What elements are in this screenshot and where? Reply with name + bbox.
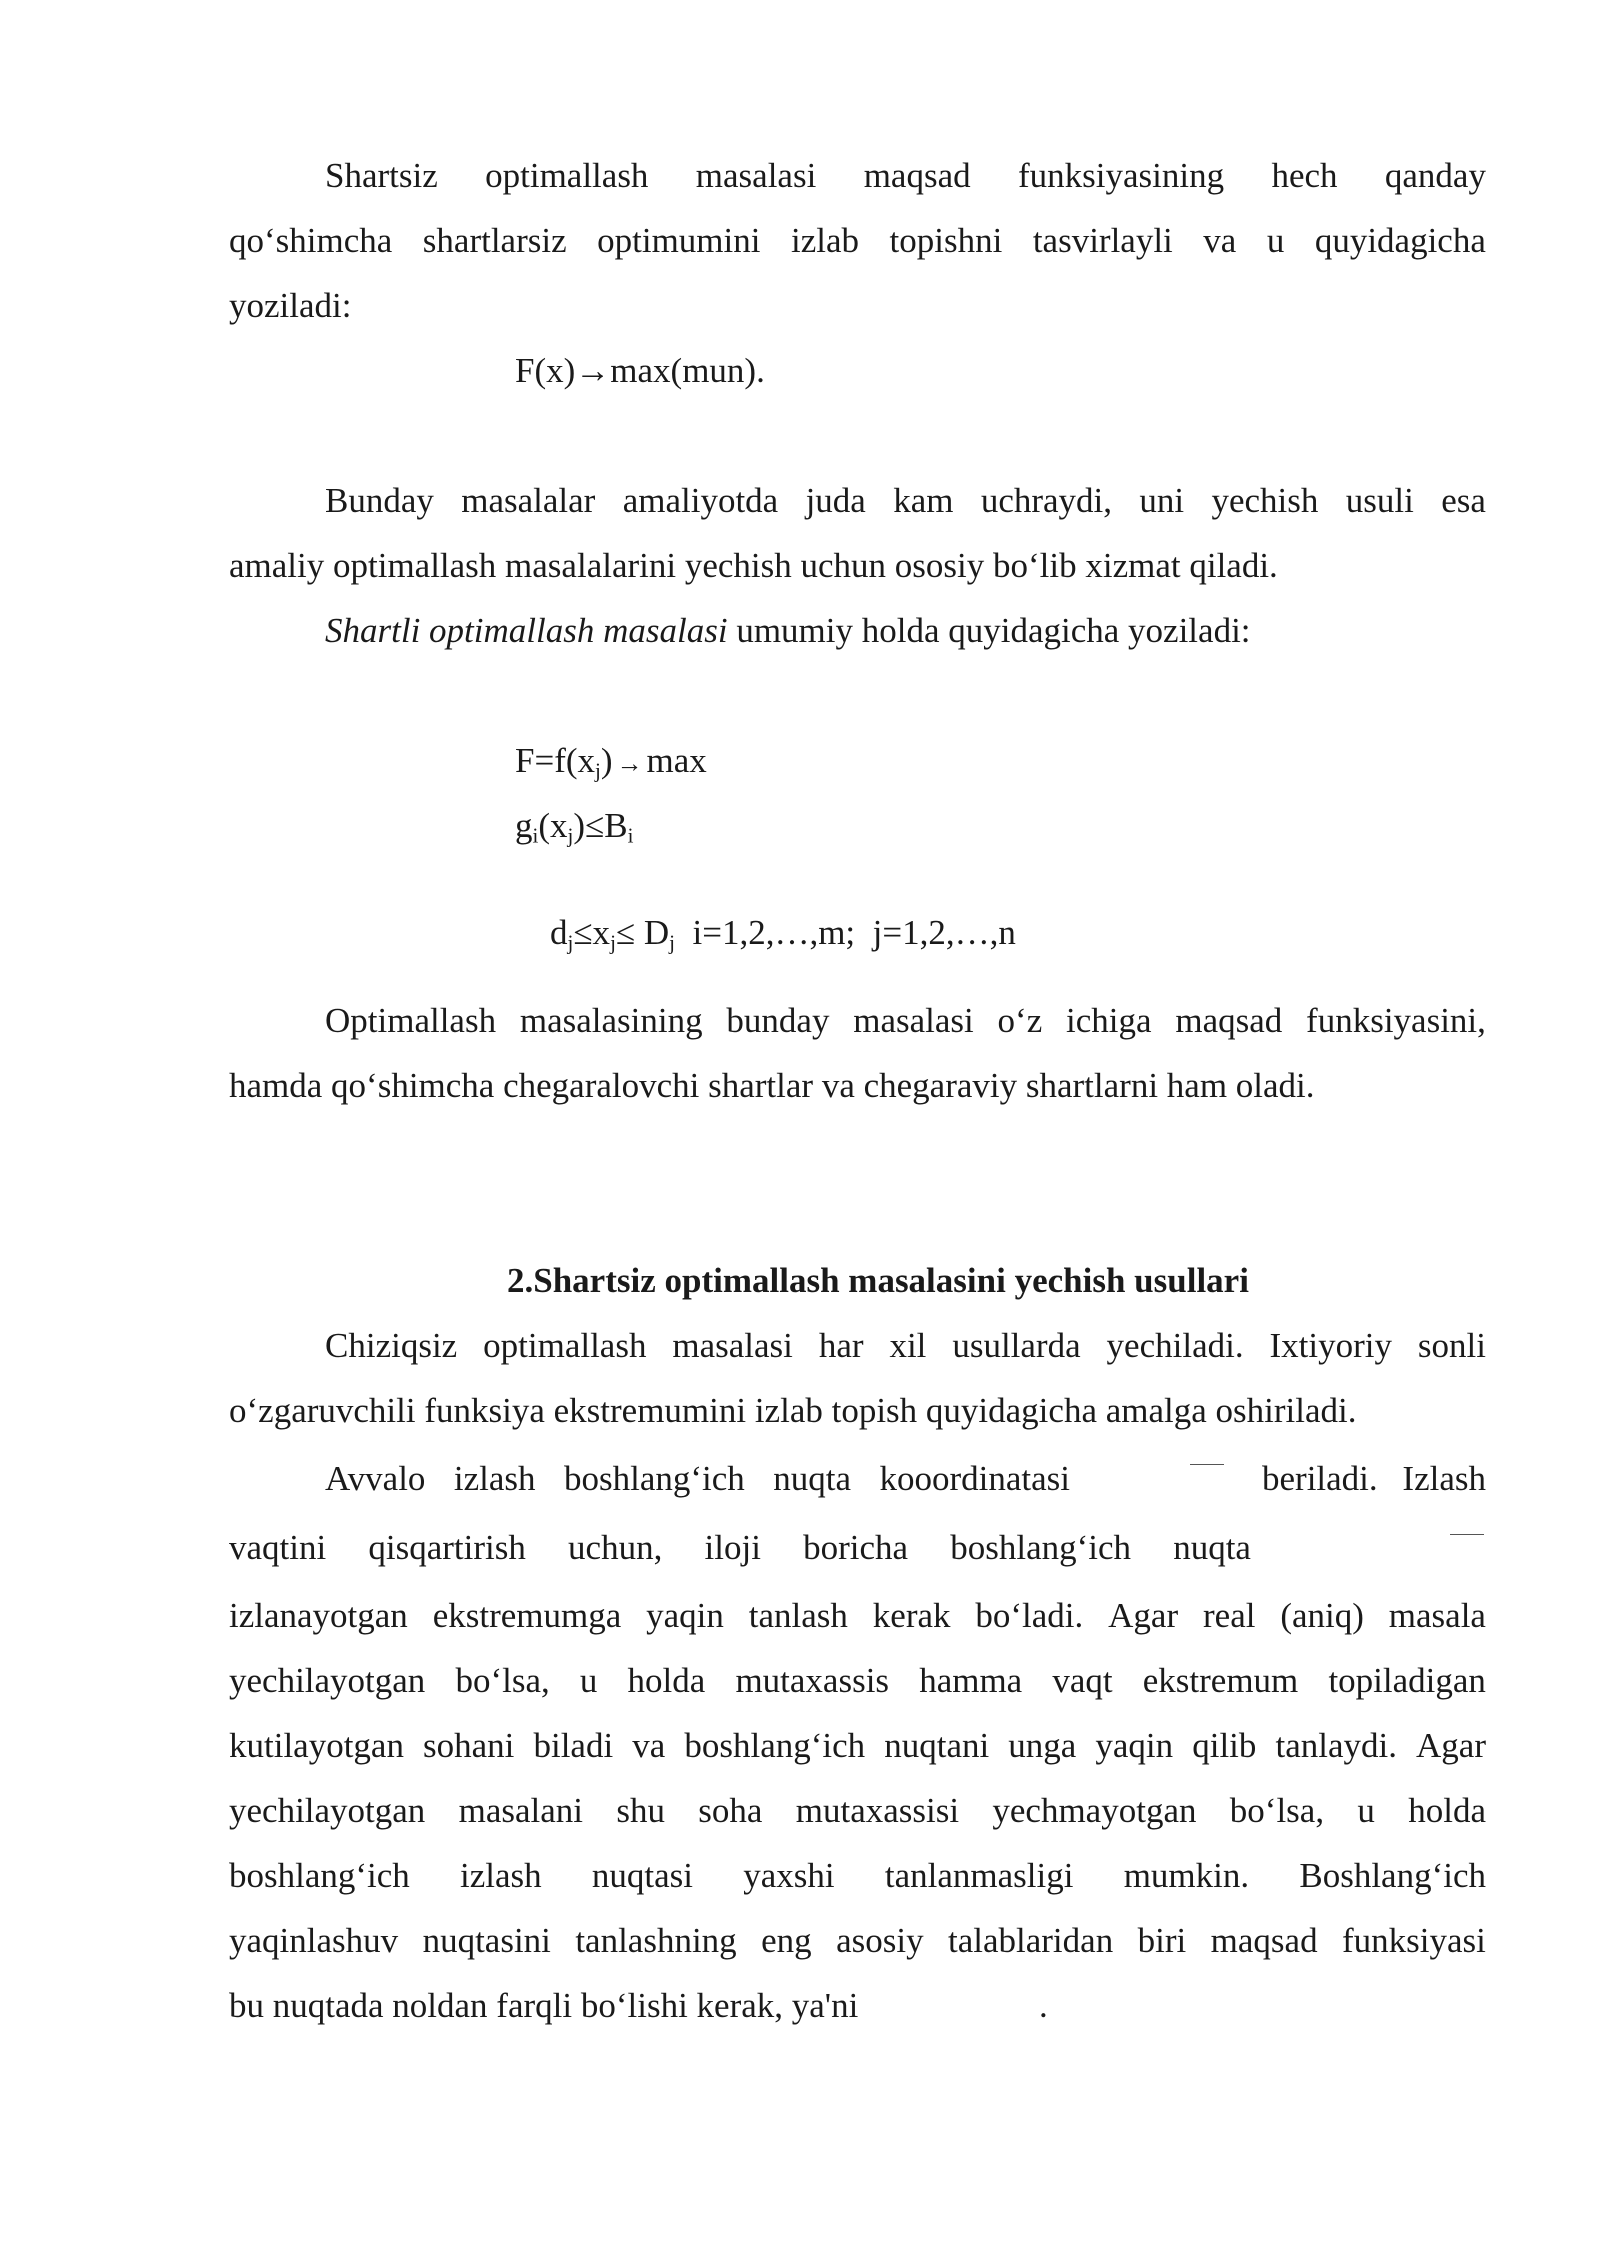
word: iloji [704, 1528, 761, 1567]
word: hamma [919, 1661, 1023, 1700]
word: vaqtini [229, 1528, 327, 1567]
paragraph-2-line-1 [325, 480, 1486, 522]
word: tanlash [748, 1596, 848, 1635]
word: u [1357, 1791, 1375, 1830]
equation-bounds: $d_j\le x_j\le D_j$ i=1,2,…,m; j=1,2,…,n [550, 913, 1016, 955]
word: nuqta [1173, 1528, 1251, 1567]
word: maqsad [1175, 1001, 1283, 1040]
paragraph-6-line-8 [229, 1920, 1486, 1962]
paragraph-6-line-2 [229, 1527, 1251, 1569]
word: u [579, 1661, 598, 1700]
word: izlash [453, 1459, 536, 1498]
word: yaqin [1095, 1726, 1174, 1765]
word: qisqartirish [368, 1528, 526, 1567]
word: optimumini [597, 221, 761, 260]
word: masalasining [519, 1001, 703, 1040]
word: u [1266, 221, 1285, 260]
word: masalasi [672, 1326, 793, 1365]
word: yechilayotgan [229, 1661, 426, 1700]
formula-placeholder-bar [1190, 1464, 1224, 1465]
arrow-right-icon: → [616, 749, 643, 778]
paragraph-4-line-2: hamda qo‘shimcha chegaralovchi shartlar va chegaraviy shartlarni ham oladi. [229, 1066, 1315, 1105]
word: unga [1008, 1726, 1077, 1765]
word: masalasi [695, 156, 817, 195]
word: eng [761, 1921, 812, 1960]
word: boshlang‘ich [684, 1726, 866, 1765]
word: kerak [872, 1596, 951, 1635]
word: masalalar [461, 481, 596, 520]
paragraph-1-line-2 [229, 220, 1486, 262]
word: talablaridan [948, 1921, 1114, 1960]
word: bunday [726, 1001, 830, 1040]
word: mutaxassis [735, 1661, 890, 1700]
word: topiladigan [1328, 1661, 1486, 1700]
paragraph-6-line-1-left [325, 1458, 1070, 1500]
word: uni [1139, 481, 1185, 520]
word: yechilayotgan [229, 1791, 426, 1830]
word: tanlaydi. [1275, 1726, 1397, 1765]
word: Avvalo [325, 1459, 426, 1498]
word: Chiziqsiz [325, 1326, 458, 1365]
word: soha [698, 1791, 763, 1830]
word: bo‘lsa, [455, 1661, 550, 1700]
word: ichiga [1066, 1001, 1152, 1040]
word: amaliyotda [622, 481, 779, 520]
word: yechiladi. [1106, 1326, 1244, 1365]
section-heading: 2.Shartsiz optimallash masalasini yechish usullari [507, 1261, 1249, 1300]
word: boshlang‘ich [229, 1856, 410, 1895]
word: optimallash [485, 156, 649, 195]
word: real [1203, 1596, 1256, 1635]
word: Izlash [1402, 1459, 1486, 1498]
word: shartlarsiz [422, 221, 567, 260]
word: nuqtasini [422, 1921, 551, 1960]
word: tanlashning [575, 1921, 737, 1960]
word: va [632, 1726, 666, 1765]
word: hech [1271, 156, 1338, 195]
word: qo‘shimcha [229, 221, 393, 260]
word: shu [616, 1791, 665, 1830]
paragraph-6-line-3 [229, 1595, 1486, 1637]
paragraph-4-line-1 [325, 1000, 1486, 1042]
word: asosiy [836, 1921, 924, 1960]
word: bo‘lsa, [1229, 1791, 1325, 1830]
word: nuqtani [884, 1726, 990, 1765]
word: mutaxassisi [795, 1791, 960, 1830]
paragraph-6-line-9-end: . [1039, 1986, 1048, 2025]
paragraph-6-line-1-right [1262, 1458, 1486, 1500]
paragraph-3-rest: umumiy holda quyidagicha yoziladi: [727, 611, 1251, 650]
word: topishni [889, 221, 1003, 260]
word: ekstremum [1142, 1661, 1299, 1700]
word: va [1203, 221, 1237, 260]
word: sonli [1417, 1326, 1486, 1365]
word: holda [1408, 1791, 1486, 1830]
word: maqsad [863, 156, 971, 195]
word: izlash [460, 1856, 542, 1895]
word: uchraydi, [980, 481, 1113, 520]
word: qilib [1192, 1726, 1257, 1765]
equation-constraint: $g_i(x_j)\le B_i$ [515, 806, 634, 848]
word: (aniq) [1280, 1596, 1364, 1635]
word: tasvirlayli [1032, 221, 1173, 260]
word: quyidagicha [1314, 221, 1486, 260]
word: Shartsiz [325, 156, 438, 195]
word: kooordinatasi [879, 1459, 1070, 1498]
paragraph-6-line-9: bu nuqtada noldan farqli bo‘lishi kerak, ya'ni [229, 1986, 859, 2025]
word: kam [893, 481, 954, 520]
word: boshlang‘ich [950, 1528, 1132, 1567]
word: funksiyasini, [1306, 1001, 1486, 1040]
word: funksiyasi [1342, 1921, 1486, 1960]
word: izlab [790, 221, 860, 260]
word: boshlang‘ich [563, 1459, 745, 1498]
word: juda [805, 481, 866, 520]
word: yaqin [646, 1596, 724, 1635]
word: xil [889, 1326, 927, 1365]
word: yaxshi [743, 1856, 835, 1895]
paragraph-5-line-2: o‘zgaruvchili funksiya ekstremumini izlab topish quyidagicha amalga oshiriladi. [229, 1391, 1357, 1430]
word: yaqinlashuv [229, 1921, 399, 1960]
word: sohani [423, 1726, 515, 1765]
paragraph-5-line-1 [325, 1325, 1486, 1367]
word: Boshlang‘ich [1299, 1856, 1486, 1895]
word: usuli [1345, 481, 1414, 520]
word: masala [1388, 1596, 1486, 1635]
word: esa [1441, 481, 1486, 520]
word: biladi [533, 1726, 614, 1765]
word: bo‘ladi. [975, 1596, 1084, 1635]
word: Optimallash [325, 1001, 497, 1040]
paragraph-6-line-6 [229, 1790, 1486, 1832]
word: nuqta [773, 1459, 851, 1498]
word: Bunday [325, 481, 434, 520]
word: Agar [1416, 1726, 1486, 1765]
word: optimallash [483, 1326, 647, 1365]
word: uchun, [568, 1528, 663, 1567]
word: izlanayotgan [229, 1596, 408, 1635]
paragraph-6-line-5 [229, 1725, 1486, 1767]
word: tanlanmasligi [884, 1856, 1074, 1895]
word: yechish [1211, 481, 1319, 520]
word: holda [627, 1661, 706, 1700]
paragraph-6-line-4 [229, 1660, 1486, 1702]
word: Ixtiyoriy [1269, 1326, 1392, 1365]
word: mumkin. [1123, 1856, 1250, 1895]
word: maqsad [1210, 1921, 1318, 1960]
word: boricha [803, 1528, 909, 1567]
word: kutilayotgan [229, 1726, 404, 1765]
word: masalasi [853, 1001, 974, 1040]
paragraph-3 [325, 610, 1251, 652]
term-italic: Shartli optimallash masalasi [325, 611, 728, 650]
equation-objective: $F=f(x_j) \to \max$ [515, 741, 707, 783]
word: biri [1137, 1921, 1187, 1960]
word: Agar [1108, 1596, 1179, 1635]
paragraph-1-line-1 [325, 155, 1486, 197]
word: nuqtasi [591, 1856, 694, 1895]
word: beriladi. [1262, 1459, 1378, 1498]
paragraph-1-line-3: yoziladi: [229, 286, 352, 325]
word: qanday [1384, 156, 1486, 195]
paragraph-6-line-7 [229, 1855, 1486, 1897]
word: har [818, 1326, 864, 1365]
word: masalani [458, 1791, 584, 1830]
word: vaqt [1052, 1661, 1113, 1700]
word: yechmayotgan [992, 1791, 1197, 1830]
word: funksiyasining [1017, 156, 1225, 195]
formula-placeholder-bar [1450, 1534, 1484, 1535]
word: o‘z [997, 1001, 1043, 1040]
paragraph-2-line-2: amaliy optimallash masalalarini yechish uchun ososiy bo‘lib xizmat qiladi. [229, 546, 1278, 585]
formula-objective: F(x)→max(mun). [515, 351, 765, 390]
word: ekstremumga [432, 1596, 622, 1635]
word: usullarda [952, 1326, 1081, 1365]
